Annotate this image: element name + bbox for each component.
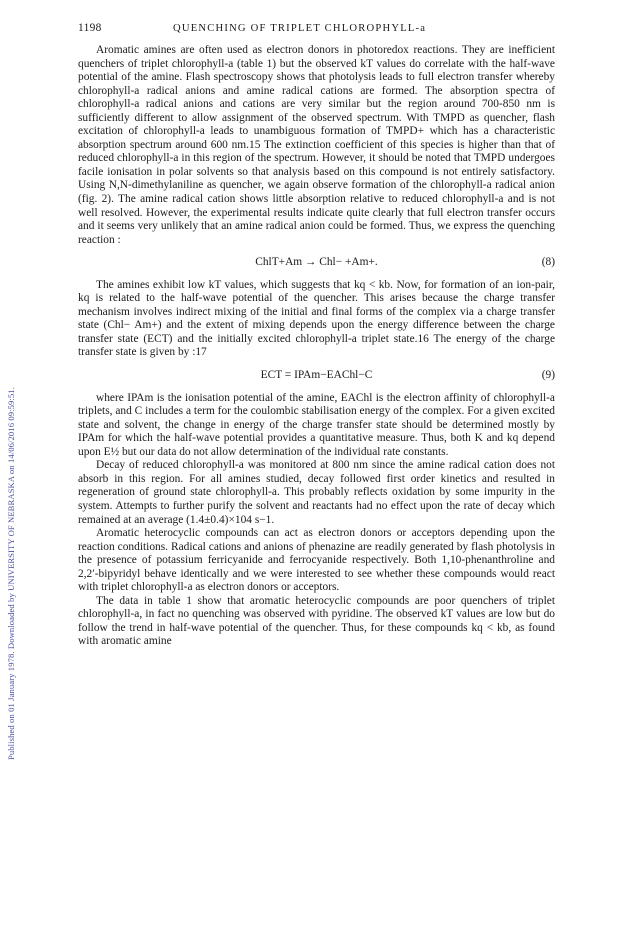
equation-9-number: (9) xyxy=(541,369,555,382)
paragraph-1: Aromatic amines are often used as electron donors in photoredox reactions. They are inefficient quenchers of triplet chlorophyll-a (table 1) but the observed kT values do correlate with the half-wave potential of the amine. Flash spectroscopy shows that photolysis leads to full electron transfer whereby chlorophyll-a radical anions and amine radical cations are formed. The absorption spectra of chlorophyll-a radical anions and cations are very similar but the region around 700-850 nm is sufficiently different to allow assignment of the observed spectrum. With TMPD as quencher, flash excitation of chlorophyll-a leads to unambiguous formation of TMPD+ which has a characteristic absorption spectrum around 600 nm.15 The extinction coefficient of this species is higher than that of reduced chlorophyll-a in this region of the spectrum. However, it should be noted that TMPD undergoes facile ionisation in polar solvents so that analysis based on this compound is not entirely satisfactory. Using N,N-dimethylaniline as quencher, we again observe formation of the chlorophyll-a radical anion (fig. 2). The amine radical cation shows little absorption relative to reduced chlorophyll-a and is not well resolved. However, the experimental results indicate quite clearly that full electron transfer occurs and it seems very unlikely that an amine radical anion could be formed. Thus, we express the quenching reaction : xyxy=(78,44,555,246)
page-header xyxy=(78,22,555,38)
equation-9-body: ECT = IPAm−EAChl−C xyxy=(260,369,373,382)
article-body xyxy=(78,44,555,649)
paragraph-6: The data in table 1 show that aromatic heterocyclic compounds are poor quenchers of triplet chlorophyll-a, in fact no quenching was observed with pyridine. The observed kT values are low but do follow the trend in half-wave potential of the quencher. Thus, for these compounds kq < kb, as found with aromatic amine xyxy=(78,594,555,648)
running-title: QUENCHING OF TRIPLET CHLOROPHYLL-a xyxy=(173,23,427,34)
equation-9 xyxy=(78,369,555,383)
paragraph-3: where IPAm is the ionisation potential of the amine, EAChl is the electron affinity of chlorophyll-a triplets, and C includes a term for the coulombic stabilisation energy of the complex. For a given excited state and solvent, the change in energy of the charge transfer state should be determined mostly by IPAm for which the half-wave potential provides a quantitative measure. Thus, both K and kq depend upon E½ but our data do not allow determination of the individual rate constants. xyxy=(78,391,555,458)
equation-8 xyxy=(78,256,555,270)
paragraph-4: Decay of reduced chlorophyll-a was monitored at 800 nm since the amine radical cation does not absorb in this region. For all amines studied, decay followed first order kinetics and resulted in regeneration of ground state chlorophyll-a. This probably reflects oxidation by some impurity in the system. Attempts to further purify the solvent and reactants had no effect upon the rate of decay which remained at an average (1.4±0.4)×104 s−1. xyxy=(78,459,555,526)
paragraph-5: Aromatic heterocyclic compounds can act as electron donors or acceptors depending upon the reaction conditions. Radical cations and anions of phenazine are readily generated by flash photolysis in the presence of potassium ferricyanide and ferrocyanide respectively. Both 1,10-phenanthroline and 2,2′-bipyridyl behave identically and we were interested to see whether these compounds would react with triplet chlorophyll-a as electron donors or acceptors. xyxy=(78,527,555,594)
paragraph-2: The amines exhibit low kT values, which suggests that kq < kb. Now, for formation of an ion-pair, kq is related to the half-wave potential of the quencher. This arises because the charge transfer mechanism involves indirect mixing of the initial and final forms of the complex via a charge transfer state (Chl− Am+) and the extent of mixing depends upon the energy difference between the charge transfer state (ECT) and the initially excited chlorophyll-a triplet state.16 The energy of the charge transfer state is given by :17 xyxy=(78,278,555,359)
equation-8-number: (8) xyxy=(541,256,555,269)
sidebar-text: Published on 01 January 1978. Downloaded by UNIVERSITY OF NEBRASKA on 14/06/2016 09:59:51. xyxy=(6,387,16,760)
equation-8-body: ChlT+Am → Chl− +Am+. xyxy=(255,256,378,269)
page-number: 1198 xyxy=(78,22,102,34)
publication-sidebar-note xyxy=(4,150,18,760)
